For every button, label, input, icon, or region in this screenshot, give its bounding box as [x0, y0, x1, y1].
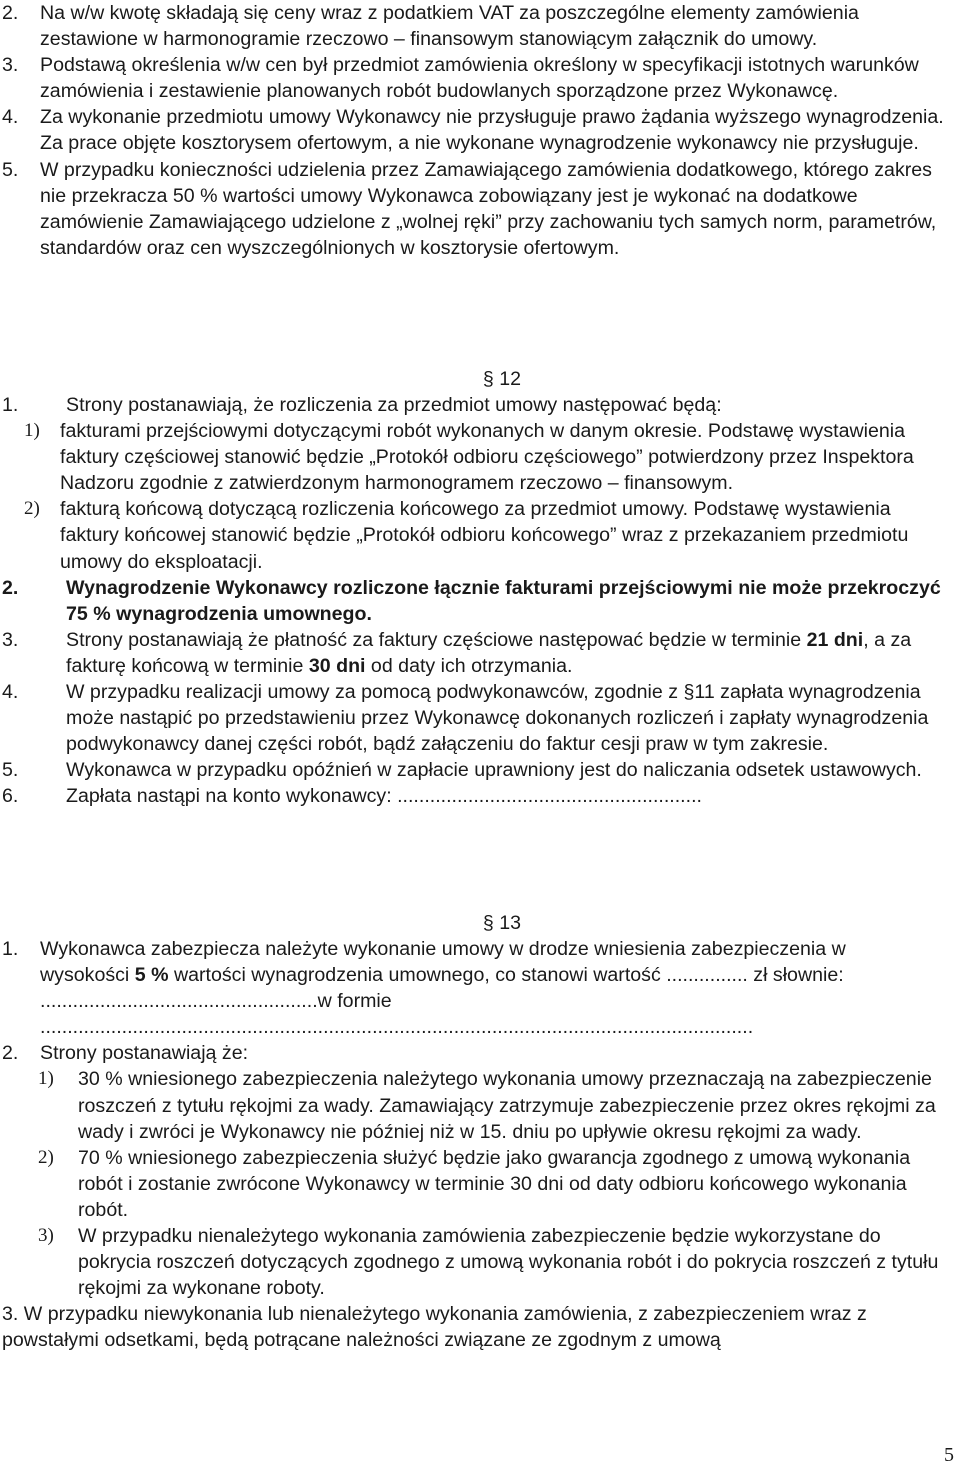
item-number: 4. — [2, 106, 19, 129]
paragraph-number: 6. — [2, 785, 19, 808]
item-text: Za wykonanie przedmiotu umowy Wykonawcy nie przysługuje prawo żądania wyższego wynagrodzenia. Za prace objęte kosztorysem ofertowym, a nie wykonane wynagrodzenie wykonawcy nie przysługuje. — [40, 106, 944, 155]
paragraph — [0, 783, 948, 809]
section-heading-13 — [0, 910, 960, 936]
item-number: 2. — [2, 2, 19, 24]
paragraph — [0, 392, 948, 418]
paragraph-text: W przypadku realizacji umowy za pomocą podwykonawców, zgodnie z §11 zapłata wynagrodzenia może nastąpić po przedstawieniu przez Wykonawcę dokonanych rozliczeń i zapłaty wynagrodzenia podwykonawcy danej części robót, bądź załączeniu do faktur cesji praw w tym zakresie. — [66, 681, 929, 756]
sub-item-text: fakturą końcową dotyczącą rozliczenia końcowego za przedmiot umowy. Podstawę wystawienia faktury końcowej stanowić będzie „Protokół odbioru końcowego” wraz z przekazaniem przedmiotu umowy do eksploatacji. — [60, 498, 909, 573]
text-run: Strony postanawiają że płatność za faktury częściowe następować będzie w terminie — [66, 628, 807, 651]
paragraph — [0, 627, 948, 679]
paragraph — [0, 936, 948, 1040]
section-heading-text: § 13 — [482, 912, 522, 934]
bold-text: 21 dni — [806, 628, 864, 651]
paragraph-text: Wynagrodzenie Wykonawcy rozliczone łącznie fakturami przejściowymi nie może przekroczyć 75 % wynagrodzenia umownego. — [66, 576, 941, 625]
text-run: Wykonawca zabezpiecza należyte wykonanie umowy w drodze wniesienia zabezpieczenia w wysokości — [40, 938, 846, 987]
paragraph-number: 1. — [2, 938, 19, 960]
sub-item-number: 1) — [38, 1068, 54, 1090]
sub-item-text: fakturami przejściowymi dotyczącymi robót wykonanych w danym okresie. Podstawę wystawienia faktury częściowej stanowić będzie „Protokół odbioru częściowego” potwierdzony przez Inspektora Nadzoru zgodnie z zatwierdzonym harmonogramem rzeczowo – finansowym. — [60, 420, 914, 495]
sub-item — [0, 1066, 948, 1144]
list-item — [0, 104, 948, 156]
item-text: Podstawą określenia w/w cen był przedmiot zamówienia określony w specyfikacji istotnych warunków zamówienia i zestawienie planowanych robót budowlanych sporządzone przez Wykonawcę. — [40, 54, 919, 103]
item-text: W przypadku konieczności udzielenia przez Zamawiającego zamówienia dodatkowego, którego zakres nie przekracza 50 % wartości umowy Wykonawca zobowiązany jest je wykonać na dodatkowe zamówienie Zamawiającego udzielone z „wolnej ręki” przy zachowaniu tych samych norm, parametrów, standardów oraz cen wyszczególnionych w kosztorysie ofertowym. — [40, 158, 937, 259]
item-number: 5. — [2, 158, 19, 181]
list-item — [0, 52, 948, 104]
text-run: wartości wynagrodzenia umownego, co stanowi wartość ............... zł słownie: ...................................................w formie ................................................................................................................................... — [40, 964, 844, 1039]
sub-item — [0, 496, 948, 574]
paragraph-text: 3. W przypadku niewykonania lub nienależytego wykonania zamówienia, z zabezpieczeniem wraz z powstałymi odsetkami, będą potrącane należności związane ze zgodnym z umową — [2, 1303, 867, 1352]
item-text: Na w/w kwotę składają się ceny wraz z podatkiem VAT za poszczególne elementy zamówienia zestawione w harmonogramie rzeczowo – finansowym stanowiącym załącznik do umowy. — [40, 2, 859, 51]
section-13 — [0, 936, 948, 1354]
paragraph — [0, 679, 948, 757]
sub-item — [0, 1223, 948, 1301]
sub-item-number: 2) — [38, 1146, 54, 1168]
text-run: , a za fakturę końcową w terminie — [66, 628, 912, 677]
sub-item-text: W przypadku nienależytego wykonania zamówienia zabezpieczenie będzie wykorzystane do pokrycia roszczeń dotyczących zgodnego z umową wykonania robót i do pokrycia roszczeń z tytułu rękojmi za wykonane roboty. — [78, 1225, 939, 1300]
bold-text: 30 dni — [308, 654, 366, 677]
list-item — [0, 157, 948, 261]
item-number: 3. — [2, 54, 19, 77]
paragraph-number: 2. — [2, 576, 19, 599]
paragraph-text — [40, 936, 948, 1040]
list-item — [0, 0, 948, 52]
sub-item-number: 1) — [24, 420, 40, 442]
sub-item — [0, 418, 948, 496]
paragraph-text: Wykonawca w przypadku opóźnień w zapłacie uprawniony jest do naliczania odsetek ustawowych. — [66, 759, 922, 782]
section-heading-12 — [0, 366, 960, 392]
text-run: od daty ich otrzymania. — [365, 654, 573, 677]
page-number: 5 — [944, 1444, 954, 1466]
paragraph-number: 1. — [2, 394, 19, 416]
paragraph-number: 3. — [2, 628, 19, 651]
sub-item-number: 2) — [24, 498, 40, 520]
bold-text: 5 % — [134, 964, 169, 987]
paragraph-number: 2. — [2, 1042, 19, 1065]
sub-item-number: 3) — [38, 1225, 54, 1247]
sub-item-text: 70 % wniesionego zabezpieczenia służyć będzie jako gwarancja zgodnego z umową wykonania robót i zostanie zwrócone Wykonawcy w terminie 30 dni od daty odbioru końcowego wykonania robót. — [78, 1146, 911, 1221]
paragraph-number: 5. — [2, 759, 19, 782]
paragraph-number: 4. — [2, 681, 19, 704]
sub-item-text: 30 % wniesionego zabezpieczenia należytego wykonania umowy przeznaczają na zabezpieczenie roszczeń z tytułu rękojmi za wady. Zamawiający zatrzymuje zabezpieczenie przez okres rękojmi za wady i zwróci je Wykonawcy nie później niż w 15. dniu po upływie okresu rękojmi za wady. — [78, 1068, 936, 1143]
paragraph-text: Strony postanawiają, że rozliczenia za przedmiot umowy następować będą: — [66, 394, 722, 416]
paragraph — [0, 757, 948, 783]
paragraph-text: Zapłata nastąpi na konto wykonawcy: ........................................................ — [66, 785, 702, 808]
paragraph-text — [66, 627, 948, 679]
paragraph-bold — [0, 575, 948, 627]
paragraph-text: Strony postanawiają że: — [40, 1042, 249, 1065]
paragraph — [0, 1040, 948, 1066]
section-12 — [0, 392, 948, 810]
section-heading-text: § 12 — [482, 368, 522, 390]
sub-item — [0, 1145, 948, 1223]
list-continuation — [0, 0, 948, 261]
